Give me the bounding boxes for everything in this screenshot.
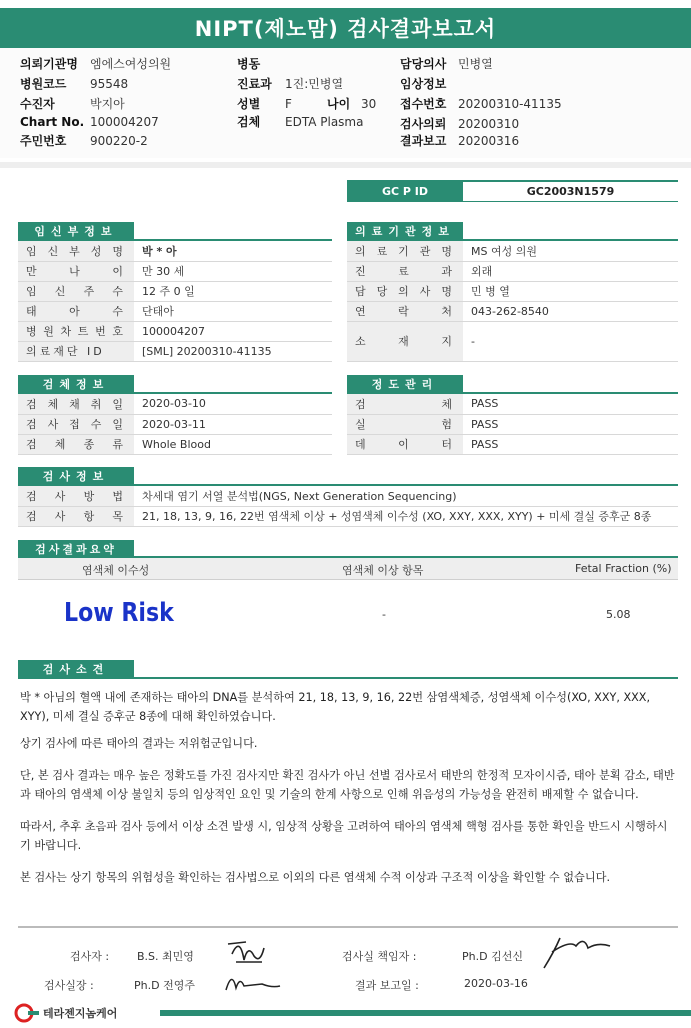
section-specimen-title: 검체정보 — [18, 375, 134, 392]
header-value: F — [285, 97, 292, 111]
row-label: 담 당 의 사 명 — [355, 285, 455, 298]
header-label: 담당의사 — [400, 57, 447, 71]
findings-paragraph: 단, 본 검사 결과는 매우 높은 정확도를 가진 검사지만 확진 검사가 아닌 선별 검사로서 태반의 한정적 모자이시즘, 태아 분획 감소, 태반과 태아의 염색체 이상 불일치 등의 임상적인 요인 및 기술의 한계 사항으로 인해 위음성의 가능성을 완전히 배제할 수 없습니다. — [20, 769, 675, 801]
table-row — [347, 261, 678, 281]
table-row — [18, 394, 332, 414]
row-value: 100004207 — [134, 321, 332, 341]
section-findings-title: 검사소견 — [18, 660, 134, 677]
header-label: Chart No. — [20, 115, 85, 129]
row-label: 검 체 — [355, 397, 455, 411]
chief-label: 검사실 책임자 : — [342, 950, 417, 963]
table-row — [347, 281, 678, 301]
gc-pid-value: GC2003N1579 — [526, 185, 615, 198]
row-label: 검 체 채 취 일 — [26, 397, 126, 411]
row-value: PASS — [463, 394, 678, 414]
header-divider — [0, 162, 691, 168]
specimen-info-table — [18, 394, 332, 455]
section-institution-title: 의료기관정보 — [347, 222, 463, 239]
pregnant-info-table — [18, 241, 332, 362]
table-row — [347, 414, 678, 434]
table-row — [18, 434, 332, 454]
header-label: 의뢰기관명 — [20, 57, 78, 71]
header-value: 20200310-41135 — [458, 97, 562, 111]
row-value: 박 * 아 — [134, 241, 332, 261]
row-label: 병 원 차 트 번 호 — [26, 325, 126, 338]
section-pregnant-title: 임신부정보 — [18, 222, 134, 239]
header-value: 20200310 — [458, 117, 520, 131]
row-label: 검 사 방 법 — [26, 489, 126, 503]
row-value: 2020-03-11 — [134, 414, 332, 434]
header-label: 결과보고 — [400, 134, 447, 148]
header-value: 900220-2 — [90, 134, 148, 148]
header-value: 박지아 — [90, 97, 125, 111]
row-value: 차세대 염기 서열 분석법(NGS, Next Generation Sequencing) — [134, 486, 678, 506]
table-row — [18, 261, 332, 281]
row-label: 실 험 — [355, 418, 455, 431]
header-value: 민병열 — [458, 57, 493, 71]
section-line — [18, 677, 678, 679]
section-summary-title: 검사결과요약 — [18, 540, 134, 557]
head-signature — [222, 966, 286, 996]
table-row — [347, 394, 678, 414]
header-label: 진료과 — [237, 77, 272, 91]
tester-name: B.S. 최민영 — [137, 950, 194, 963]
logo-text: 테라젠지놈케어 — [43, 1007, 118, 1020]
tester-signature — [222, 934, 270, 968]
summary-col-fetal-fraction: Fetal Fraction (%) — [575, 562, 672, 575]
header-value: 엠에스여성의원 — [90, 57, 172, 71]
table-row — [347, 434, 678, 454]
summary-col-aneuploidy: 염색체 이수성 — [82, 564, 150, 577]
table-row — [18, 341, 332, 361]
findings-paragraph: 상기 검사에 따른 태아의 결과는 저위험군입니다. — [20, 737, 258, 750]
test-info-table — [18, 486, 678, 527]
row-value: 외래 — [463, 261, 678, 281]
report-date: 2020-03-16 — [464, 977, 528, 990]
findings-paragraph: 본 검사는 상기 항목의 위험성을 확인하는 검사법으로 이외의 다른 염색체 수적 이상과 구조적 이상을 확인할 수 없습니다. — [20, 871, 611, 884]
row-value: - — [463, 321, 678, 361]
row-label: 연 락 처 — [355, 305, 455, 318]
company-logo — [14, 1003, 117, 1023]
age-label: 나이 — [327, 97, 351, 111]
row-label: 의 료 기 관 명 — [355, 244, 455, 258]
table-row — [18, 506, 678, 526]
header-label: 임상정보 — [400, 77, 447, 91]
row-value: 12 주 0 일 — [134, 281, 332, 301]
row-value: 단태아 — [134, 301, 332, 321]
row-label: 만 나 이 — [26, 265, 126, 278]
row-value: 2020-03-10 — [134, 394, 332, 414]
logo-icon — [14, 1003, 40, 1023]
header-label: 검사의뢰 — [400, 117, 447, 131]
footer-divider — [18, 926, 678, 928]
gc-pid-label: GC P ID — [347, 182, 463, 201]
row-label: 의료재단 ID — [26, 345, 105, 358]
table-row — [347, 241, 678, 261]
row-label: 소 재 지 — [355, 335, 455, 348]
summary-header-row — [18, 558, 678, 580]
abnormal-items-value: - — [382, 608, 386, 621]
row-value: 민 병 열 — [463, 281, 678, 301]
fetal-fraction-value: 5.08 — [606, 608, 631, 621]
table-row — [18, 281, 332, 301]
report-date-label: 결과 보고일 : — [355, 979, 419, 992]
header-value: EDTA Plasma — [285, 115, 364, 129]
footer-accent-bar — [160, 1010, 691, 1016]
findings-paragraph: 박 * 아님의 혈액 내에 존재하는 태아의 DNA를 분석하여 21, 18, 13, 9, 16, 22번 삼염색체증, 성염색체 이수성(XO, XXY, XXX, XYY), 미세 결실 증후군 8종에 대해 확인하였습니다. — [20, 691, 651, 723]
row-label: 검 사 항 목 — [26, 510, 126, 523]
gc-pid-box — [347, 180, 678, 202]
head-label: 검사실장 : — [44, 979, 94, 992]
table-row — [18, 301, 332, 321]
findings-paragraph: 따라서, 추후 초음파 검사 등에서 이상 소견 발생 시, 임상적 상황을 고려하여 태아의 염색체 핵형 검사를 통한 확인을 반드시 시행하시기 바랍니다. — [20, 820, 668, 852]
qc-info-table — [347, 394, 678, 455]
row-value: 21, 18, 13, 9, 16, 22번 염색체 이상 + 성염색체 이수성 (XO, XXY, XXX, XYY) + 미세 결실 증후군 8종 — [134, 506, 678, 526]
institution-info-table — [347, 241, 678, 362]
header-value: 20200316 — [458, 134, 520, 148]
chief-name: Ph.D 김선신 — [462, 950, 523, 963]
header-label: 병원코드 — [20, 77, 67, 91]
row-label: 태 아 수 — [26, 305, 126, 318]
table-row — [347, 301, 678, 321]
row-value: Whole Blood — [134, 434, 332, 454]
header-value: 100004207 — [90, 115, 159, 129]
header-label: 병동 — [237, 57, 261, 71]
table-row — [18, 321, 332, 341]
header-value: 95548 — [90, 77, 129, 91]
risk-result: Low Risk — [64, 598, 174, 628]
row-value: PASS — [463, 414, 678, 434]
row-value: PASS — [463, 434, 678, 454]
header-value: 1진:민병열 — [285, 77, 344, 91]
header-label: 검체 — [237, 115, 261, 129]
table-row — [347, 321, 678, 361]
header-label: 주민번호 — [20, 134, 67, 148]
row-value: [SML] 20200310-41135 — [134, 341, 332, 361]
chief-signature — [540, 932, 614, 972]
row-label: 검 사 접 수 일 — [26, 418, 126, 431]
row-label: 임 신 부 성 명 — [26, 244, 126, 258]
tester-label: 검사자 : — [70, 950, 110, 963]
summary-col-abnormal: 염색체 이상 항목 — [342, 564, 424, 577]
table-row — [18, 486, 678, 506]
row-label: 진 료 과 — [355, 265, 455, 278]
header-label: 접수번호 — [400, 97, 447, 111]
section-qc-title: 정도관리 — [347, 375, 463, 392]
table-row — [18, 414, 332, 434]
row-value: 만 30 세 — [134, 261, 332, 281]
row-label: 데 이 터 — [355, 438, 455, 451]
row-label: 검 체 종 류 — [26, 438, 126, 451]
head-name: Ph.D 전영주 — [134, 979, 195, 992]
row-label: 임 신 주 수 — [26, 285, 126, 298]
header-label: 성별 — [237, 97, 261, 111]
report-title: NIPT(제노맘) 검사결과보고서 — [0, 8, 691, 48]
table-row — [18, 241, 332, 261]
section-test-title: 검사정보 — [18, 467, 134, 484]
age-value: 30 — [361, 97, 377, 111]
row-value: 043-262-8540 — [463, 301, 678, 321]
header-label: 수진자 — [20, 97, 55, 111]
row-value: MS 여성 의원 — [463, 241, 678, 261]
